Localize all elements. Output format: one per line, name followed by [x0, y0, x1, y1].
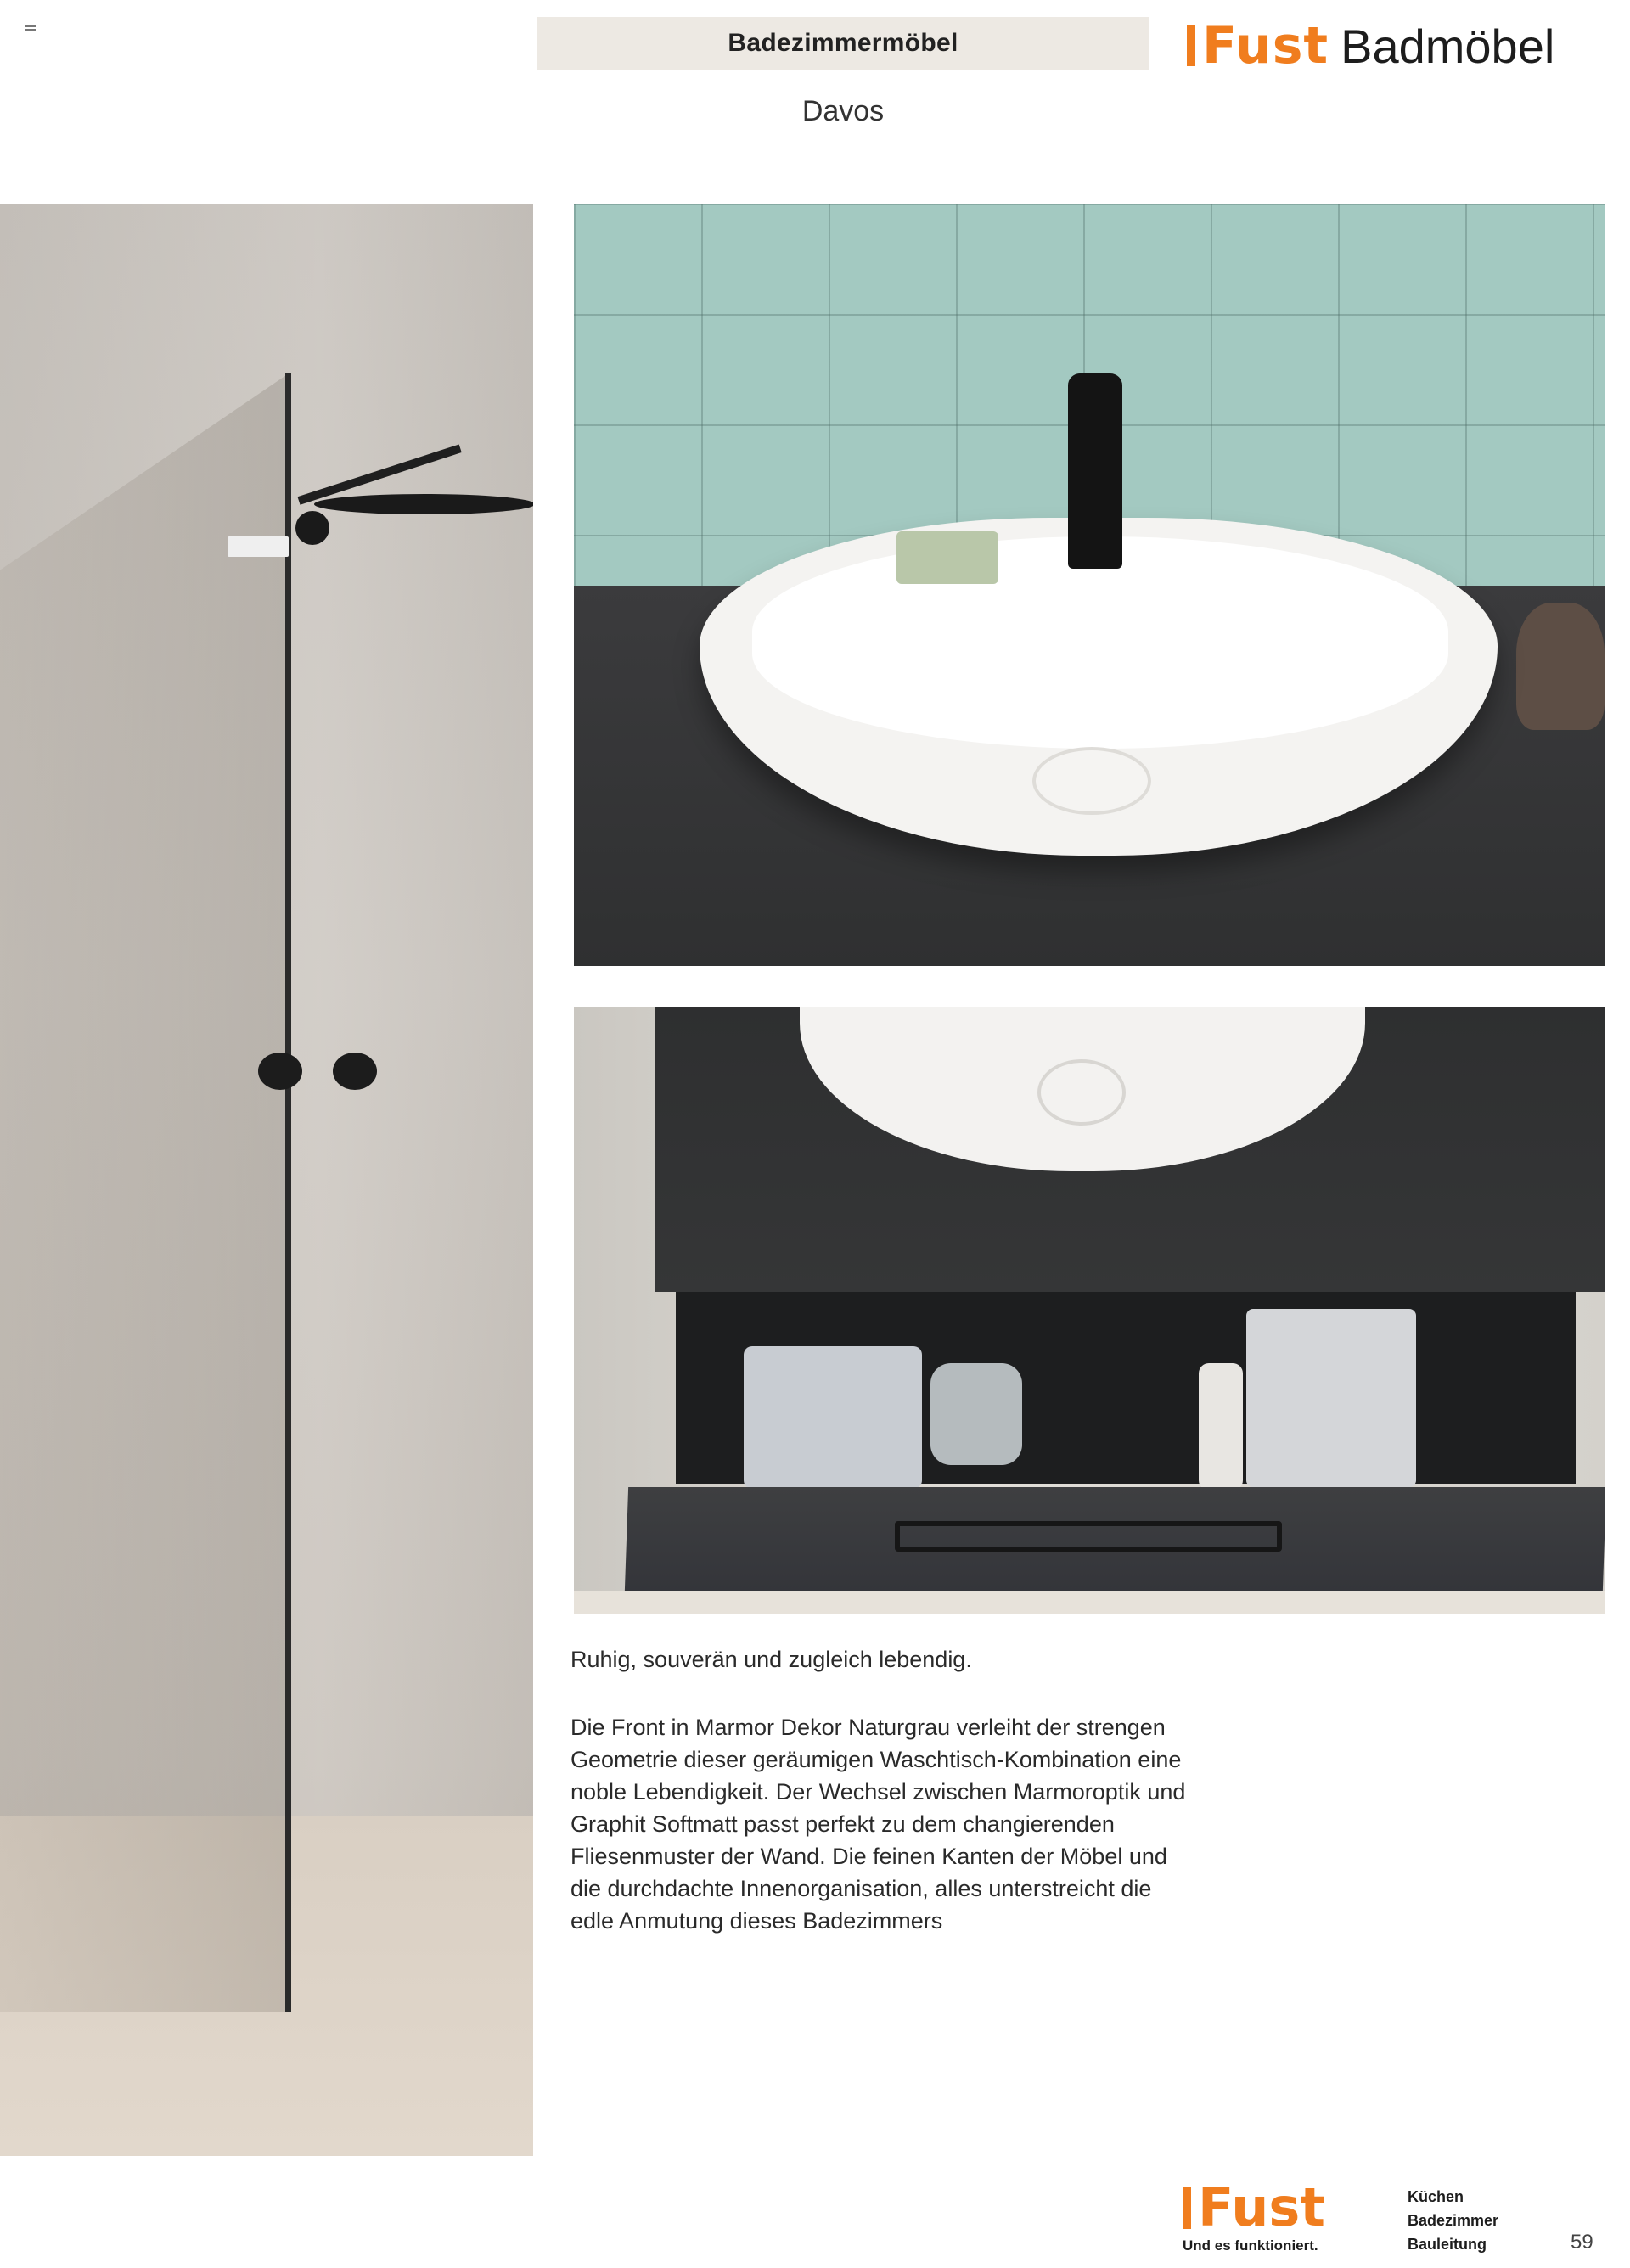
- service-item: Badezimmer: [1408, 2212, 1499, 2229]
- floor: [574, 1591, 1605, 1614]
- lead-text: Ruhig, souverän und zugleich lebendig.: [570, 1647, 972, 1672]
- product-name: Davos: [801, 95, 885, 127]
- service-item: Bauleitung: [1408, 2236, 1487, 2253]
- shower-valve-knob: [333, 1053, 377, 1090]
- decor-stones: [1516, 603, 1605, 730]
- rain-shower-head: [314, 494, 533, 514]
- folded-towel: [744, 1346, 922, 1489]
- shower-wall-mount: [295, 511, 329, 545]
- cosmetic-tube: [1199, 1363, 1243, 1490]
- service-item: Küchen: [1408, 2188, 1464, 2205]
- glass-bracket: [228, 536, 289, 557]
- section-header: [537, 17, 1149, 70]
- fust-logo-text: Fust: [1202, 16, 1329, 76]
- glass-panel: [0, 373, 289, 2012]
- corner-mark: [25, 25, 36, 31]
- page-number: 59: [1571, 2231, 1593, 2254]
- glass-profile: [285, 373, 291, 2012]
- soap-bar: [896, 531, 998, 584]
- body-text: Die Front in Marmor Dekor Naturgrau verleiht der strengen Geometrie dieser geräumigen Waschtisch-Kombination eine noble Lebendigkeit. Der Wechsel zwischen Marmoroptik und Graphit Softmatt passt perfekt zu dem changierenden Fliesenmuster der Wand. Die feinen Kanten der Möbel und die durchdachte Innenorganisation, alles unterstreicht die edle Anmutung dieses Badezimmers: [570, 1715, 1186, 1934]
- basin-drain: [1037, 1059, 1126, 1126]
- brand-label: Badmöbel: [1341, 19, 1555, 73]
- fust-logo: [1187, 16, 1329, 76]
- drawer-photo: [574, 1007, 1605, 1614]
- footer-logo: [1183, 2176, 1325, 2254]
- section-title: Badezimmermöbel: [728, 29, 958, 57]
- shower-photo: [0, 204, 533, 2156]
- brand-header: [1187, 16, 1555, 76]
- fust-logo-text: Fust: [1198, 2176, 1325, 2238]
- footer-slogan: Und es funktioniert.: [1183, 2237, 1318, 2254]
- fust-logo: [1183, 2176, 1325, 2238]
- shower-valve-knob: [258, 1053, 302, 1090]
- drawer-handle: [895, 1521, 1282, 1552]
- logo-bar-icon: [1183, 2187, 1191, 2229]
- basin-drain: [1032, 747, 1151, 815]
- folded-towel: [1246, 1309, 1416, 1487]
- logo-bar-icon: [1187, 25, 1195, 66]
- glass-jar: [930, 1363, 1022, 1465]
- footer-services: [1408, 2187, 1498, 2254]
- basin-photo: [574, 204, 1605, 966]
- faucet: [1068, 373, 1122, 569]
